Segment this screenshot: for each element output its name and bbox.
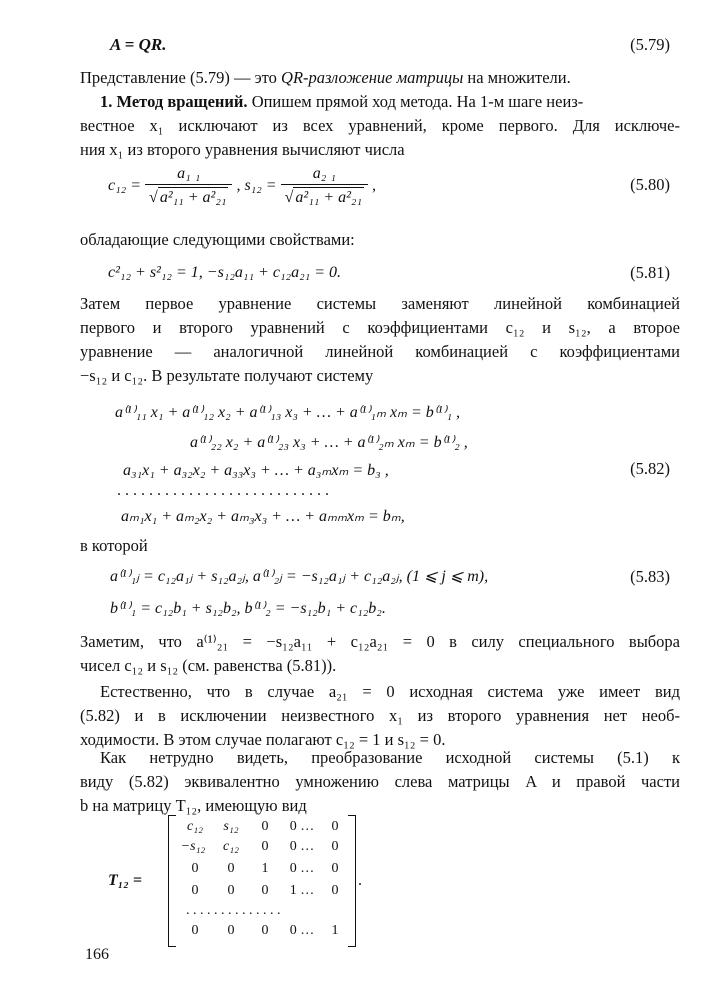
system-row-1: a⁽¹⁾₁₁ x₁ + a⁽¹⁾₁₂ x₂ + a⁽¹⁾₁₃ x₃ + … + a⁽¹⁾₁ₘ xₘ = b⁽¹⁾₁ ,	[115, 404, 461, 421]
sqrt-body: a²₁₁ + a²₂₁	[159, 189, 227, 206]
matrix-cell: 0	[331, 839, 339, 854]
equation-number-5-81: (5.81)	[630, 263, 670, 282]
c12-fraction	[145, 164, 232, 208]
matrix-row	[178, 839, 348, 859]
denominator: √ a²₁₁ + a²₂₁	[149, 189, 227, 206]
paragraph-rotation-method-line-1	[100, 90, 680, 114]
matrix-cell: 0	[331, 861, 339, 876]
equation-number-5-79: (5.79)	[630, 35, 670, 54]
text: Представление (5.79) — это	[80, 68, 282, 87]
system-row-3: a₃₁x₁ + a₃₂x₂ + a₃₃x₃ + … + a₃ₘxₘ = b₃ ,	[123, 462, 389, 479]
equation-number-5-80: (5.80)	[630, 175, 670, 194]
matrix-cell: −s₁₂	[180, 839, 206, 854]
paragraph-line: уравнение — аналогичной линейной комбинацией с коэффициентами	[80, 342, 680, 361]
paragraph-line: Естественно, что в случае a₂₁ = 0 исходная система уже имеет вид	[100, 682, 680, 701]
matrix-cell: 0	[191, 923, 199, 938]
matrix-row	[178, 861, 348, 881]
matrix-cell: 0 …	[289, 839, 315, 854]
equation-number-5-82: (5.82)	[630, 459, 670, 478]
system-row-2: a⁽¹⁾₂₂ x₂ + a⁽¹⁾₂₃ x₃ + … + a⁽¹⁾₂ₘ xₘ = b⁽¹⁾₂ ,	[190, 434, 468, 451]
matrix-cell: 0	[331, 883, 339, 898]
matrix-cell: c₁₂	[187, 819, 203, 834]
system-row-dots: . . . . . . . . . . . . . . . . . . . . . . . . . . .	[117, 482, 329, 499]
matrix-cell: 0	[227, 861, 235, 876]
text: на множители.	[463, 68, 571, 87]
matrix-cell: 0	[227, 923, 235, 938]
matrix-cell: 0	[261, 839, 269, 854]
equation-5-79: A = QR.	[110, 35, 167, 54]
matrix-cell: 0	[261, 923, 269, 938]
paragraph-line: ходимости. В этом случае полагают c₁₂ = 1 и s₁₂ = 0.	[80, 730, 446, 749]
equation-5-83-row-1: a⁽¹⁾₁ⱼ = c₁₂a₁ⱼ + s₁₂a₂ⱼ, a⁽¹⁾₂ⱼ = −s₁₂a₁ⱼ + c₁₂a₂ⱼ, (1 ⩽ j ⩽ m),	[110, 568, 489, 585]
numerator: a₁ ₁	[145, 164, 232, 185]
matrix-cell: 1	[331, 923, 339, 938]
paragraph-line: чисел c₁₂ и s₁₂ (см. равенства (5.81)).	[80, 656, 337, 675]
matrix-row	[178, 923, 348, 943]
paragraph-line: Как нетрудно видеть, преобразование исходной системы (5.1) к	[100, 748, 680, 767]
text: Опишем прямой ход метода. На 1-м шаге неиз-	[247, 92, 584, 111]
matrix-cell: 0	[261, 883, 269, 898]
equation-5-80	[108, 164, 376, 208]
page-number: 166	[85, 946, 109, 963]
equation-5-81: c²₁₂ + s²₁₂ = 1, −s₁₂a₁₁ + c₁₂a₂₁ = 0.	[108, 264, 341, 281]
matrix-t12	[168, 815, 356, 947]
numerator: a₂ ₁	[281, 164, 368, 185]
paragraph-line: первого и второго уравнений с коэффициентами c₁₂ и s₁₂, а второе	[80, 318, 680, 337]
system-row-m: aₘ₁x₁ + aₘ₂x₂ + aₘ₃x₃ + … + aₘₘxₘ = bₘ,	[121, 508, 405, 525]
matrix-row	[178, 819, 348, 839]
paragraph-qr-definition	[80, 66, 680, 90]
s12-lhs: , s₁₂ =	[236, 177, 277, 194]
denominator: √ a²₁₁ + a²₂₁	[284, 189, 363, 206]
sqrt-body: a²₁₁ + a²₂₁	[295, 189, 363, 206]
matrix-cell: 0 …	[289, 923, 315, 938]
paragraph-line: Заметим, что a⁽¹⁾₂₁ = −s₁₂a₁₁ + c₁₂a₂₁ = 0 в силу специального выбора	[80, 632, 680, 651]
matrix-cell: 0	[191, 883, 199, 898]
matrix-cell: 0 …	[289, 819, 315, 834]
section-heading: 1. Метод вращений.	[100, 92, 248, 111]
paragraph-line: b на матрицу T₁₂, имеющую вид	[80, 796, 307, 815]
matrix-lhs: T₁₂ =	[108, 872, 143, 889]
matrix-row	[178, 883, 348, 903]
s12-fraction	[281, 164, 368, 208]
paragraph-line: вестное x₁ исключают из всех уравнений, кроме первого. Для исключе-	[80, 116, 680, 135]
paragraph-line: в которой	[80, 536, 148, 555]
comma: ,	[372, 177, 377, 194]
paragraph-line: обладающие следующими свойствами:	[80, 230, 355, 249]
matrix-grid	[178, 815, 348, 945]
matrix-left-bracket	[168, 815, 176, 947]
matrix-cell: 0	[261, 819, 269, 834]
matrix-cell: s₁₂	[223, 819, 239, 834]
matrix-cell: 0	[331, 819, 339, 834]
paragraph-line: Затем первое уравнение системы заменяют линейной комбинацией	[80, 294, 680, 313]
matrix-cell: 0	[227, 883, 235, 898]
equation-5-83-row-2: b⁽¹⁾₁ = c₁₂b₁ + s₁₂b₂, b⁽¹⁾₂ = −s₁₂b₁ + c₁₂b₂.	[110, 600, 386, 617]
matrix-cell: 0 …	[289, 861, 315, 876]
matrix-dots: . . . . . . . . . . . . . .	[186, 903, 281, 918]
paragraph-line: −s₁₂ и c₁₂. В результате получают систему	[80, 366, 374, 385]
italic-term: QR-разложение матрицы	[281, 68, 464, 87]
paragraph-line: виду (5.82) эквивалентно умножению слева матрицы A и правой части	[80, 772, 680, 791]
equation-number-5-83: (5.83)	[630, 567, 670, 586]
matrix-cell: 1	[261, 861, 269, 876]
matrix-cell: 0	[191, 861, 199, 876]
matrix-tail: .	[358, 872, 362, 889]
matrix-row-dots	[186, 903, 356, 923]
matrix-cell: 1 …	[289, 883, 315, 898]
matrix-cell: c₁₂	[223, 839, 239, 854]
c12-lhs: c₁₂ =	[108, 177, 142, 194]
paragraph-line: ния x₁ из второго уравнения вычисляют числа	[80, 140, 405, 159]
paragraph-line: (5.82) и в исключении неизвестного x₁ из второго уравнения нет необ-	[80, 706, 680, 725]
